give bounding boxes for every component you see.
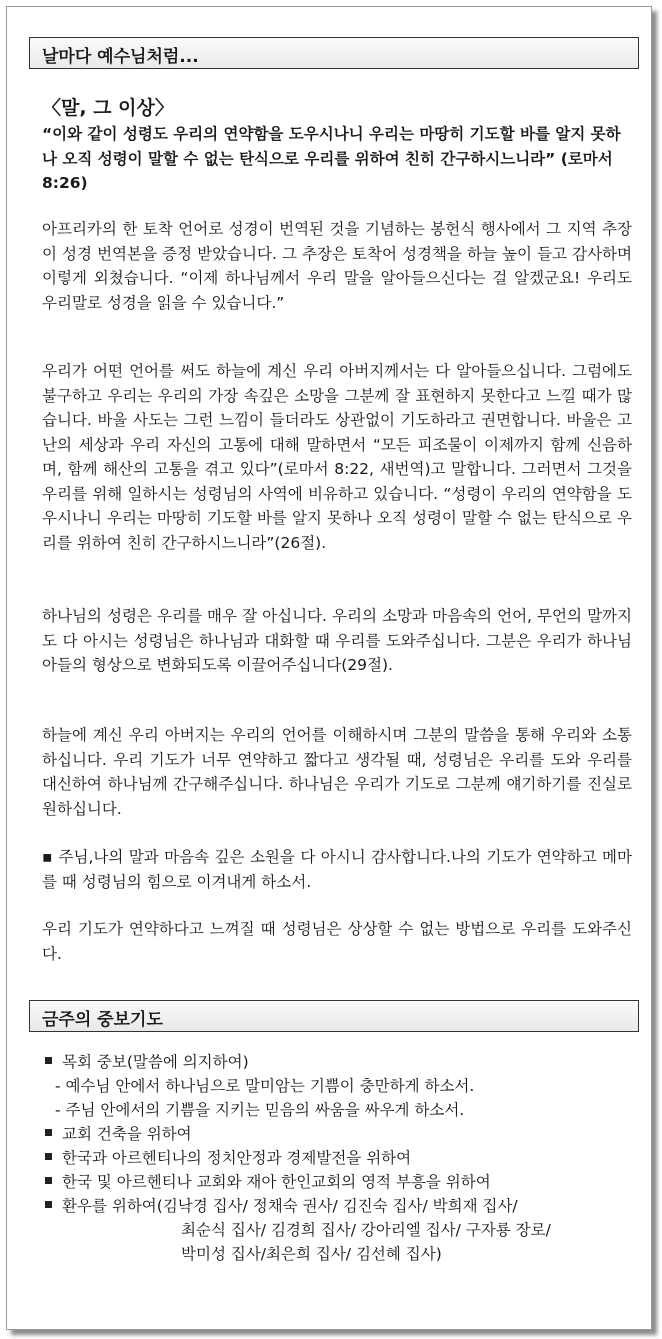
intercession-list — [45, 1050, 645, 1266]
list-item-continuation: 박미성 집사/최은희 집사/ 김선혜 집사) — [181, 1245, 442, 1263]
paragraph-1: 아프리카의 한 토착 언어로 성경이 번역된 것을 기념하는 봉헌식 행사에서 그 지역 추장이 성경 번역본을 증정 받았습니다. 그 추장은 토착어 성경책을 하늘 높이 들고 감사하며 이렇게 외쳤습니다. “이제 하나님께서 우리 말을 알아들으신다는 걸 알겠군요! 우리도 우리말로 성경을 읽을 수 있습니다.” — [42, 220, 632, 312]
bullet-icon — [45, 1153, 52, 1160]
bulletin-page — [6, 6, 652, 1330]
paragraph-2: 우리가 어떤 언어를 써도 하늘에 계신 우리 아버지께서는 다 알아들으십니다. 그럼에도 불구하고 우리는 우리의 가장 속깊은 소망을 그분께 잘 표현하지 못한다고 느낄 때가 많습니다. 바울 사도는 그런 느낌이 들더라도 상관없이 기도하라고 권면합니다. 바울은 고난의 세상과 우리 자신의 고통에 대해 말하면서 “모든 피조물이 이제까지 함께 신음하며, 함께 해산의 고통을 겪고 있다”(로마서 8:22, 새번역)고 말합니다. 그러면서 그것을 우리를 위해 일하시는 성령님의 사역에 비유하고 있습니다. “성령이 우리의 연약함을 도우시나니 우리는 마땅히 기도할 바를 알지 못하나 오직 성령이 말할 수 없는 탄식으로 우리를 위하여 친히 간구하시느니라”(26절). — [42, 362, 632, 552]
bullet-icon — [45, 1129, 52, 1136]
list-item: 목회 중보(말씀에 의지하여) — [45, 1050, 645, 1074]
bullet-icon — [45, 1177, 52, 1184]
list-item: 한국과 아르헨티나의 정치안정과 경제발전을 위하여 — [45, 1146, 645, 1170]
list-item: 교회 건축을 위하여 — [45, 1122, 645, 1146]
section-header-title: 날마다 예수님처럼... — [42, 47, 199, 67]
list-subitem: - 예수님 안에서 하나님으로 말미암는 기쁨이 충만하게 하소서. — [55, 1077, 475, 1095]
paragraph-3: 하나님의 성령은 우리를 매우 잘 아십니다. 우리의 소망과 마음속의 언어, 무언의 말까지도 다 아시는 성령님은 하나님과 대화할 때 우리를 도와주십니다. 그분은 우리가 하나님 아들의 형상으로 변화되도록 이끌어주십니다(29절). — [42, 607, 632, 674]
list-item-continuation: 최순식 집사/ 김경희 집사/ 강아리엘 집사/ 구자룡 장로/ — [181, 1221, 551, 1239]
scripture-verse: “이와 같이 성령도 우리의 연약함을 도우시나니 우리는 마땅히 기도할 바를 알지 못하나 오직 성령이 말할 수 없는 탄식으로 우리를 위하여 친히 간구하시느니라” (로마서 8:26) — [42, 125, 621, 192]
bullet-icon — [45, 1057, 52, 1064]
section-header-title: 금주의 중보기도 — [42, 1010, 163, 1030]
section-header-weekly-intercession — [29, 1000, 639, 1032]
devotion-title: 〈말, 그 이상〉 — [42, 97, 174, 119]
closing-thought: 우리 기도가 연약하다고 느껴질 때 성령님은 상상할 수 없는 방법으로 우리를 도와주신다. — [42, 920, 632, 963]
list-item: 환우를 위하여(김낙경 집사/ 정채숙 권사/ 김진숙 집사/ 박희재 집사/ — [45, 1194, 645, 1218]
section-header-daily-devotion — [29, 37, 639, 69]
bullet-icon — [45, 1201, 52, 1208]
list-subitem: - 주님 안에서의 기쁨을 지키는 믿음의 싸움을 싸우게 하소서. — [55, 1101, 465, 1119]
list-item: 한국 및 아르헨티나 교회와 재아 한인교회의 영적 부흥을 위하여 — [45, 1170, 645, 1194]
prayer-paragraph: ▪ 주님,나의 말과 마음속 깊은 소원을 다 아시니 감사합니다.나의 기도가 연약하고 메마를 때 성령님의 힘으로 이겨내게 하소서. — [42, 848, 632, 891]
paragraph-4: 하늘에 계신 우리 아버지는 우리의 언어를 이해하시며 그분의 말씀을 통해 우리와 소통하십니다. 우리 기도가 너무 연약하고 짧다고 생각될 때, 성령님은 우리를 도와 우리를 대신하여 하나님께 간구해주십니다. 하나님은 우리가 기도로 그분께 얘기하기를 진실로 원하십니다. — [42, 726, 632, 818]
